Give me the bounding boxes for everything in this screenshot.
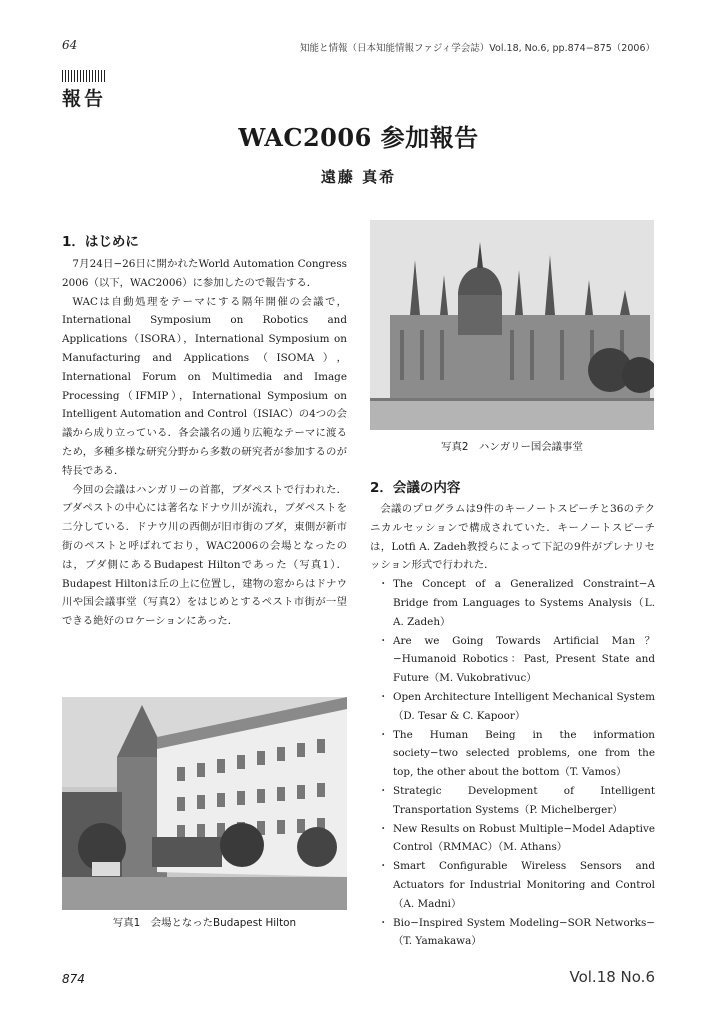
keynote-list [370,575,655,951]
keynote-item: ・ Strategic Development of Intelligent Transportation Systems（P. Michelberger） [370,782,655,820]
report-label-stripes [62,70,106,82]
section2-heading: 2．会議の内容 [370,480,461,496]
report-label-text: 報告 [62,88,107,110]
photo1-caption: 写真1 会場となったBudapest Hilton [112,917,297,929]
footer-page-number: 874 [62,972,85,986]
footer-volume: Vol.18 No.6 [569,968,655,986]
keynote-item: ・ The Concept of a Generalized Constraint−A Bridge from Languages to Systems Analysis（L. A. Zadeh） [370,575,655,631]
keynote-item: ・ Smart Configurable Wireless Sensors and Actuators for Industrial Monitoring and Control（A. Madni） [370,857,655,913]
report-label [62,70,106,111]
photo-hungarian-parliament [370,220,654,430]
header-page-number: 64 [62,38,78,52]
article-author: 遠藤 真希 [320,168,397,186]
keynote-item: ・ Bio−Inspired System Modeling−SOR Networks−（T. Yamakawa） [370,914,655,952]
section2-body [370,500,655,951]
section2-intro: 会議のプログラムは9件のキーノートスピーチと36のテクニカルセッションで構成されていた．キーノートスピーチは，Lotfi A. Zadeh教授らによって下記の9件がプレナリセッション形式で行われた． [370,503,655,572]
keynote-item: ・ Open Architecture Intelligent Mechanical System（D. Tesar & C. Kapoor） [370,688,655,726]
section1-paragraph: 今回の会議はハンガリーの首都，ブダペストで行われた．ブダペストの中心には著名なドナウ川が流れ，ブダペストを二分している．ドナウ川の西側が旧市街のブダ，東側が新市街のペストと呼ばれており，WAC2006の会場となったのは，ブダ側にあるBudapest Hiltonであった（写真1）．Budapest Hiltonは丘の上に位置し，建物の窓からはドナウ川や国会議事堂（写真2）をはじめとするペスト市街が一望できる絶好のロケーションにあった． [62,483,347,628]
section1-body [62,255,347,631]
keynote-item: ・ New Results on Robust Multiple−Model Adaptive Control（RMMAC）（M. Athans） [370,820,655,858]
header-journal-citation: 知能と情報（日本知能情報ファジィ学会誌）Vol.18, No.6, pp.874−875（2006） [300,43,655,54]
article-title: WAC2006 参加報告 [238,123,479,152]
section1-paragraph: WACは自動処理をテーマにする隔年開催の会議で，International Symposium on Robotics and Applications（ISORA），International Symposium on Manufacturing and Applications（ISOMA），International Forum on Multimedia and Image Processing（IFMIP），International Symposium on Intelligent Automation and Control（ISIAC）の4つの会議から成り立っている．各会議名の通り広範なテーマに渡るため，多種多様な研究分野から多数の研究者が参加するのが特長である． [62,295,347,477]
keynote-item: ・ The Human Being in the information society−two selected problems, one from the top, the other about the bottom（T. Vamos） [370,726,655,782]
keynote-item: ・ Are we Going Towards Artificial Man？−Humanoid Robotics：Past, Present State and Future（M. Vukobrativuc） [370,632,655,688]
photo-budapest-hilton [62,697,347,910]
section1-paragraph: 7月24日−26日に開かれたWorld Automation Congress 2006（以下，WAC2006）に参加したので報告する． [62,258,347,289]
section1-heading: 1．はじめに [62,234,139,250]
photo2-caption: 写真2 ハンガリー国会議事堂 [441,441,583,453]
